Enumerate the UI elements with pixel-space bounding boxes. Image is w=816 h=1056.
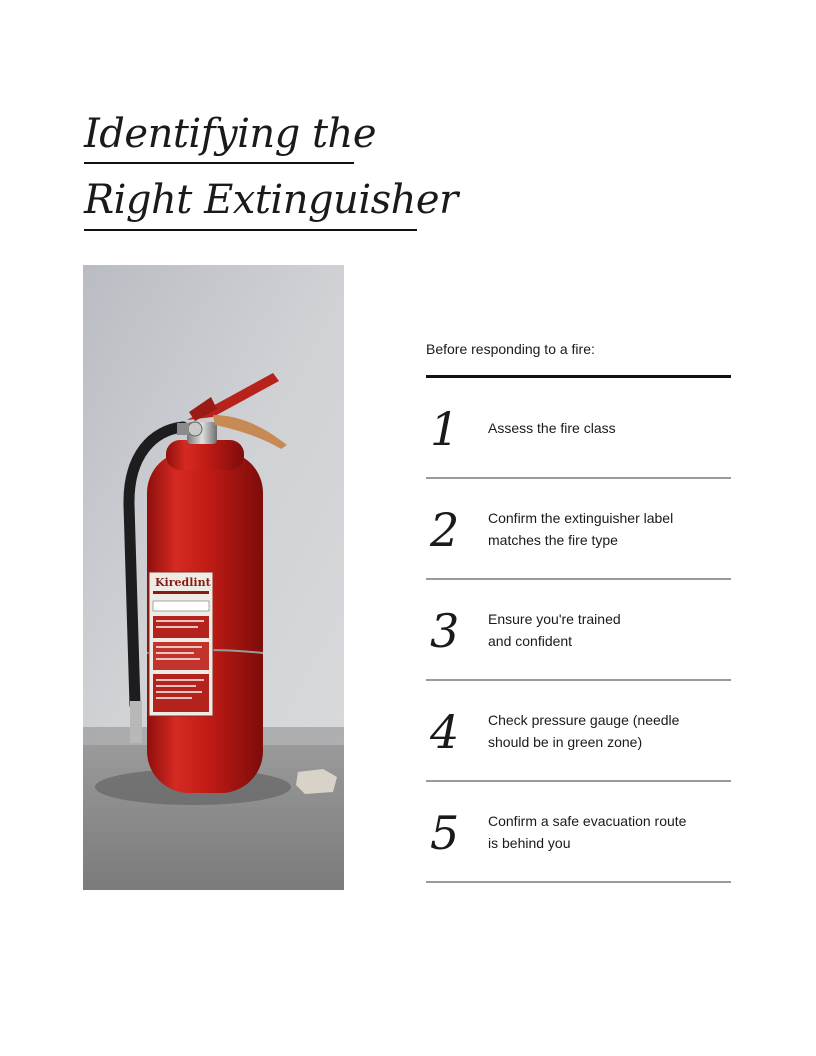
list-item xyxy=(426,479,731,580)
step-number: 5 xyxy=(430,806,460,860)
list-item xyxy=(426,378,731,479)
step-text: Confirm the extinguisher label matches the fire type xyxy=(488,509,674,548)
list-item xyxy=(426,782,731,883)
title-underline-1 xyxy=(84,162,354,164)
step-number: 3 xyxy=(430,604,460,658)
page-title-line-2: Right Extinguisher xyxy=(84,177,458,223)
step-text: Ensure you're trained and confident xyxy=(488,610,621,649)
step-text: Assess the fire class xyxy=(488,419,616,436)
extinguisher-label-text: Kiredlint xyxy=(155,576,211,589)
checklist-steps xyxy=(426,378,731,883)
list-item xyxy=(426,580,731,681)
fire-extinguisher-photo xyxy=(83,265,344,890)
step-number: 1 xyxy=(430,402,460,456)
list-item xyxy=(426,681,731,782)
step-number: 2 xyxy=(430,503,460,557)
step-number: 4 xyxy=(430,705,460,759)
title-underline-2 xyxy=(84,229,417,231)
fire-extinguisher-illustration xyxy=(83,265,344,890)
checklist-intro: Before responding to a fire: xyxy=(426,341,595,357)
step-text: Confirm a safe evacuation route is behind you xyxy=(488,812,687,851)
page-title-line-1: Identifying the xyxy=(84,111,376,157)
step-text: Check pressure gauge (needle should be in green zone) xyxy=(488,711,680,750)
